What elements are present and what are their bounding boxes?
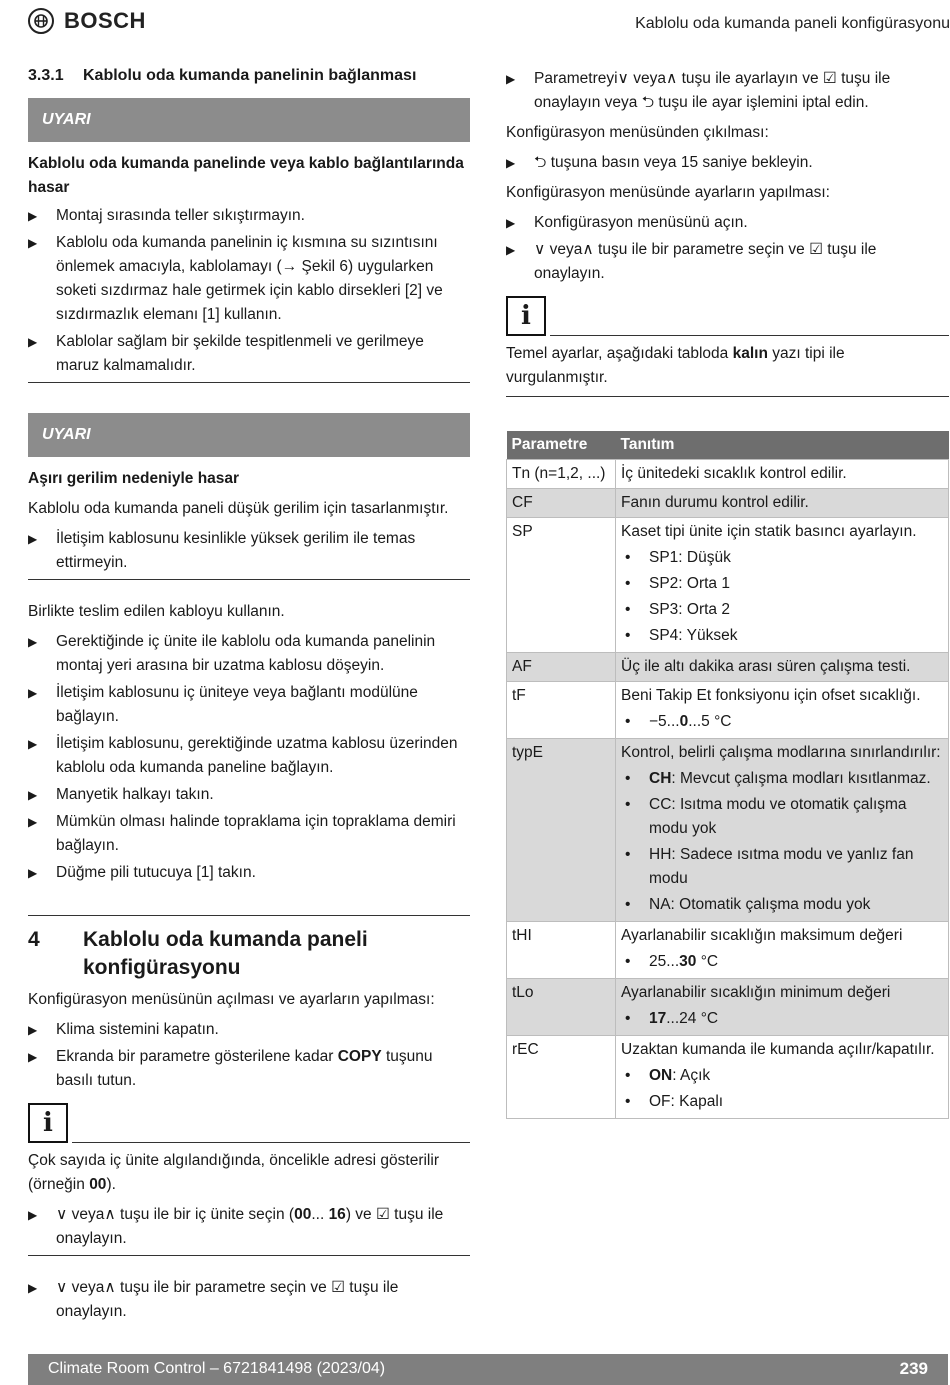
footer-text: Climate Room Control – 6721841498 (2023/04) [48,1360,386,1377]
arrow-icon: ▶ [28,1023,38,1037]
option-item: • CC: Isıtma modu ve otomatik çalışma modu yok [621,793,943,841]
table-row [507,518,949,653]
table-row [507,489,949,518]
option-item: • NA: Otomatik çalışma modu yok [621,893,943,917]
warning-block [28,413,470,580]
arrow-icon: ▶ [506,72,516,86]
warning-list [28,527,470,575]
option-list [621,767,943,917]
arrow-icon: ▶ [506,216,516,230]
table-row [507,979,949,1036]
info-text: Çok sayıda iç ünite algılandığında, öncelikle adresi gösterilir (örneğin 00). [28,1152,439,1193]
arrow-icon: ▶ [28,209,38,223]
chapter-title: Kablolu oda kumanda paneli konfigürasyonu [83,928,368,979]
left-column [28,64,470,1328]
info-block [506,296,949,336]
list-item: ▶ İletişim kablosunu iç üniteye veya bağlantı modülüne bağlayın. [28,681,470,729]
desc-cell: Ayarlanabilir sıcaklığın maksimum değeri • 25...30 °C [616,922,949,979]
table-row [507,653,949,682]
arrow-icon: ▶ [28,815,38,829]
running-title: Kablolu oda kumanda paneli konfigürasyonu [635,15,950,32]
param-cell: SP [507,518,616,653]
arrow-icon: ▶ [28,1281,38,1295]
arrow-icon: ▶ [28,635,38,649]
chapter-heading [28,926,470,982]
table-header-row [507,431,949,460]
desc-cell: Beni Takip Et fonksiyonu için ofset sıcaklığı. • −5...0...5 °C [616,682,949,739]
option-item: • HH: Sadece ısıtma modu ve yanlız fan modu [621,843,943,891]
info-rule [550,334,949,336]
info-rule [72,1141,470,1143]
param-cell: AF [507,653,616,682]
param-cell: rEC [507,1036,616,1119]
warning-heading: Aşırı gerilim nedeniyle hasar [28,470,240,487]
bosch-armature-icon [28,8,54,34]
arrow-icon: ▶ [28,1050,38,1064]
param-cell: Tn (n=1,2, ...) [507,460,616,489]
list-item: ▶ İletişim kablosunu kesinlikle yüksek gerilim ile temas ettirmeyin. [28,527,470,575]
param-cell: CF [507,489,616,518]
arrow-icon: ▶ [28,532,38,546]
list-item: ▶ Gerektiğinde iç ünite ile kablolu oda kumanda panelinin montaj yeri arasına bir uzatma kablosu döşeyin. [28,630,470,678]
parameter-table [506,431,949,1119]
option-item: • 17...24 °C [621,1007,943,1031]
desc-cell: Üç ile altı dakika arası süren çalışma testi. [616,653,949,682]
arrow-icon: ▶ [28,236,38,250]
list-item: ▶ Konfigürasyon menüsünü açın. [506,211,949,235]
info-block [28,1103,470,1143]
arrow-icon: ▶ [28,1208,38,1222]
exit-title: Konfigürasyon menüsünden çıkılması: [506,124,769,141]
option-list [621,950,943,974]
column-header: Parametre [507,431,616,460]
list-item: ▶ Kablolar sağlam bir şekilde tespitlenmeli ve gerilmeye maruz kalmamalıdır. [28,330,470,378]
arrow-icon: ▶ [28,866,38,880]
arrow-icon: ▶ [506,243,516,257]
desc-cell: Kaset tipi ünite için statik basıncı ayarlayın. • SP1: Düşük • SP2: Orta 1 • SP3: Orta 2 • SP4: Yüksek [616,518,949,653]
column-header: Tanıtım [616,431,949,460]
arrow-icon: ▶ [28,686,38,700]
param-cell: tLo [507,979,616,1036]
option-list [621,546,943,648]
intro-text: Birlikte teslim edilen kabloyu kullanın. [28,603,285,620]
option-item: • SP3: Orta 2 [621,598,943,622]
section-heading [28,64,470,88]
divider [28,915,470,916]
list-item: ▶ ∨ veya∧ tuşu ile bir iç ünite seçin (00... 16) ve ☑ tuşu ile onaylayın. [28,1203,470,1251]
brand-name: BOSCH [64,8,146,33]
desc-cell: Uzaktan kumanda ile kumanda açılır/kapatılır. • ON: Açık • OF: Kapalı [616,1036,949,1119]
section-number: 3.3.1 [28,67,64,84]
table-row [507,1036,949,1119]
config-intro: Konfigürasyon menüsünün açılması ve ayarların yapılması: [28,991,435,1008]
option-item: • 25...30 °C [621,950,943,974]
info-icon: i [28,1103,68,1143]
desc-cell: İç ünitedeki sıcaklık kontrol edilir. [616,460,949,489]
option-item: • ON: Açık [621,1064,943,1088]
list-item: ▶ Ekranda bir parametre gösterilene kadar COPY tuşunu basılı tutun. [28,1045,470,1093]
exit-steps [506,151,949,175]
list-item: ▶ Parametreyi∨ veya∧ tuşu ile ayarlayın ve ☑ tuşu ile onaylayın veya ⮌ tuşu ile ayar işlemini iptal edin. [506,67,949,115]
desc-cell: Ayarlanabilir sıcaklığın minimum değeri • 17...24 °C [616,979,949,1036]
list-item: ▶ ∨ veya∧ tuşu ile bir parametre seçin ve ☑ tuşu ile onaylayın. [28,1276,470,1324]
divider [506,396,949,397]
chapter-number: 4 [28,928,40,951]
param-cell: tHI [507,922,616,979]
page-footer [28,1354,948,1385]
option-item: • −5...0...5 °C [621,710,943,734]
warning-label: UYARI [28,413,470,457]
option-item: • SP2: Orta 1 [621,572,943,596]
list-item: ▶ Manyetik halkayı takın. [28,783,470,807]
option-list [621,1007,943,1031]
page-number: 239 [899,1359,928,1378]
list-item: ▶ ∨ veya∧ tuşu ile bir parametre seçin ve ☑ tuşu ile onaylayın. [506,238,949,286]
divider [28,382,470,383]
set-step [506,67,949,115]
list-item: ▶ Kablolu oda kumanda panelinin iç kısmına su sızıntısını önlemek amacıyla, kablolamayı (→ Şekil 6) uygularken soketi sızdırmaz hale getirmek için kablo dirsekleri [2] ve sızdırmazlık elemanı [1] kullanın. [28,231,470,327]
list-item: ▶ ⮌ tuşuna basın veya 15 saniye bekleyin. [506,151,949,175]
arrow-icon: ▶ [28,737,38,751]
info-text: Temel ayarlar, aşağıdaki tabloda kalın yazı tipi ile vurgulanmıştır. [506,345,845,386]
warning-block [28,98,470,383]
config-steps [28,1018,470,1093]
option-item: • SP4: Yüksek [621,624,943,648]
warning-text: Kablolu oda kumanda paneli düşük gerilim için tasarlanmıştır. [28,500,449,517]
table-row [507,739,949,922]
bosch-logo [28,8,146,34]
option-item: • SP1: Düşük [621,546,943,570]
steps-list [28,630,470,885]
desc-cell: Fanın durumu kontrol edilir. [616,489,949,518]
arrow-icon: ▶ [28,335,38,349]
option-item: • CH: Mevcut çalışma modları kısıtlanmaz. [621,767,943,791]
divider [28,1255,470,1256]
arrow-icon: ▶ [506,156,516,170]
select-param-step [28,1276,470,1324]
table-row [507,460,949,489]
info-icon: i [506,296,546,336]
option-list [621,710,943,734]
list-item: ▶ Düğme pili tutucuya [1] takın. [28,861,470,885]
section-title: Kablolu oda kumanda panelinin bağlanması [83,67,417,84]
arrow-icon: ▶ [28,788,38,802]
table-row [507,922,949,979]
select-unit-step [28,1203,470,1251]
list-item: ▶ Klima sistemini kapatın. [28,1018,470,1042]
right-column [506,64,949,1119]
option-list [621,1064,943,1114]
settings-title: Konfigürasyon menüsünde ayarların yapılması: [506,184,830,201]
param-cell: typE [507,739,616,922]
warning-heading: Kablolu oda kumanda panelinde veya kablo bağlantılarında hasar [28,155,464,196]
warning-list [28,204,470,378]
param-cell: tF [507,682,616,739]
page-header [28,8,950,38]
list-item: ▶ Mümkün olması halinde topraklama için topraklama demiri bağlayın. [28,810,470,858]
table-row [507,682,949,739]
list-item: ▶ İletişim kablosunu, gerektiğinde uzatma kablosu üzerinden kablolu oda kumanda paneline bağlayın. [28,732,470,780]
divider [28,579,470,580]
warning-label: UYARI [28,98,470,142]
settings-steps [506,211,949,286]
option-item: • OF: Kapalı [621,1090,943,1114]
list-item: ▶ Montaj sırasında teller sıkıştırmayın. [28,204,470,228]
desc-cell: Kontrol, belirli çalışma modlarına sınırlandırılır: • CH: Mevcut çalışma modları kısıtlanmaz. • CC: Isıtma modu ve otomatik çalışma modu yok • HH: Sadece ısıtma modu ve yanlız fan modu • NA: Otomatik çalışma modu yok [616,739,949,922]
